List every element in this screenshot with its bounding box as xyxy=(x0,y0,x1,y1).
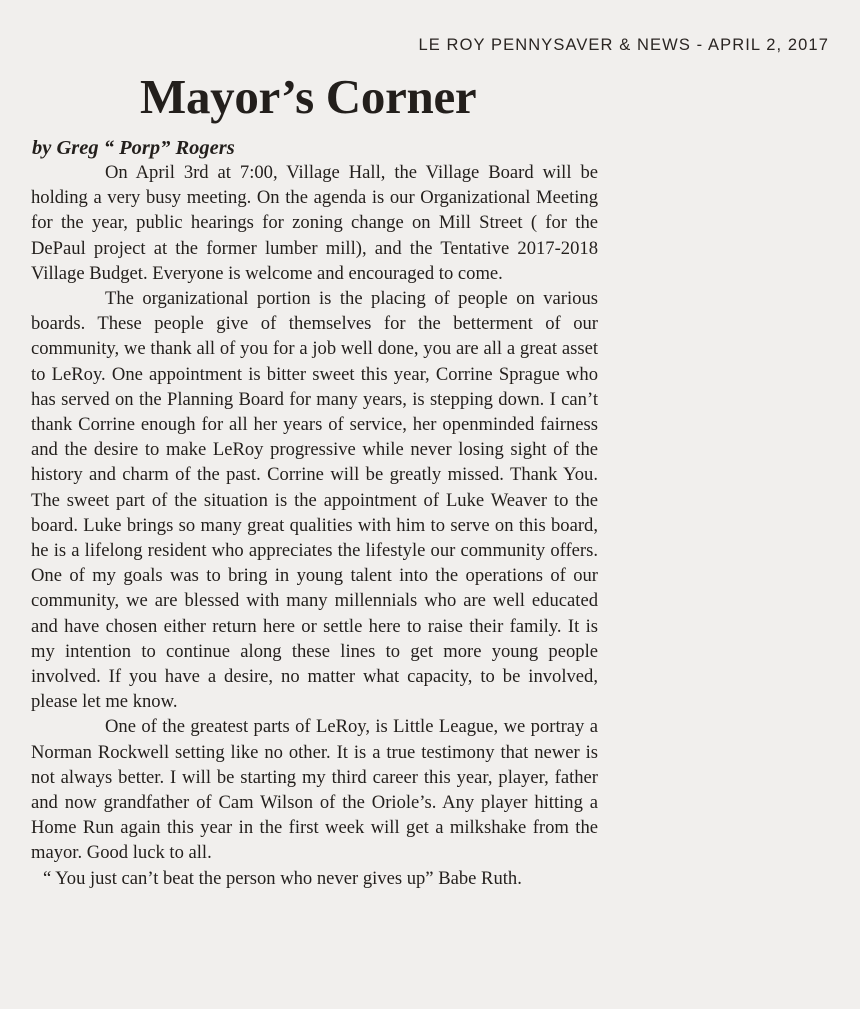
article-paragraph-1: On April 3rd at 7:00, Village Hall, the Village Board will be holding a very busy meeting. On the agenda is our Organizational Meeting for the year, public hearings for zoning change on Mill Street ( for the DePaul project at the former lumber mill), and the Tentative 2017-2018 Village Budget. Everyone is welcome and encouraged to come. xyxy=(31,162,598,284)
article-paragraph-2: The organizational portion is the placing of people on various boards. These people give of themselves for the betterment of our community, we thank all of you for a job well done, you are all a great asset to LeRoy. One appointment is bitter sweet this year, Corrine Sprague who has served on the Planning Board for many years, is stepping down. I can’t thank Corrine enough for all her years of service, her openminded fairness and the desire to make LeRoy progressive while never losing sight of the history and charm of the past. Corrine will be greatly missed. Thank You. The sweet part of the situation is the appointment of Luke Weaver to the board. Luke brings so many great qualities with him to serve on this board, he is a lifelong resident who appreciates the lifestyle our community offers. One of my goals was to bring in young talent into the operations of our community, we are blessed with many millennials who are well educated and have chosen either return here or settle here to raise their family. It is my intention to continue along these lines to get more young people involved. If you have a desire, no matter what capacity, to be involved, please let me know. xyxy=(31,288,598,713)
article-headline: Mayor’s Corner xyxy=(140,69,477,124)
publication-header: LE ROY PENNYSAVER & NEWS - APRIL 2, 2017 xyxy=(418,36,829,54)
article-body xyxy=(31,160,598,891)
closing-quote: “ You just can’t beat the person who never gives up” Babe Ruth. xyxy=(43,867,522,889)
article-byline: by Greg “ Porp” Rogers xyxy=(32,137,235,159)
article-paragraph-3: One of the greatest parts of LeRoy, is Little League, we portray a Norman Rockwell setting like no other. It is a true testimony that newer is not always better. I will be starting my third career this year, player, father and now grandfather of Cam Wilson of the Oriole’s. Any player hitting a Home Run again this year in the first week will get a milkshake from the mayor. Good luck to all. xyxy=(31,716,598,864)
